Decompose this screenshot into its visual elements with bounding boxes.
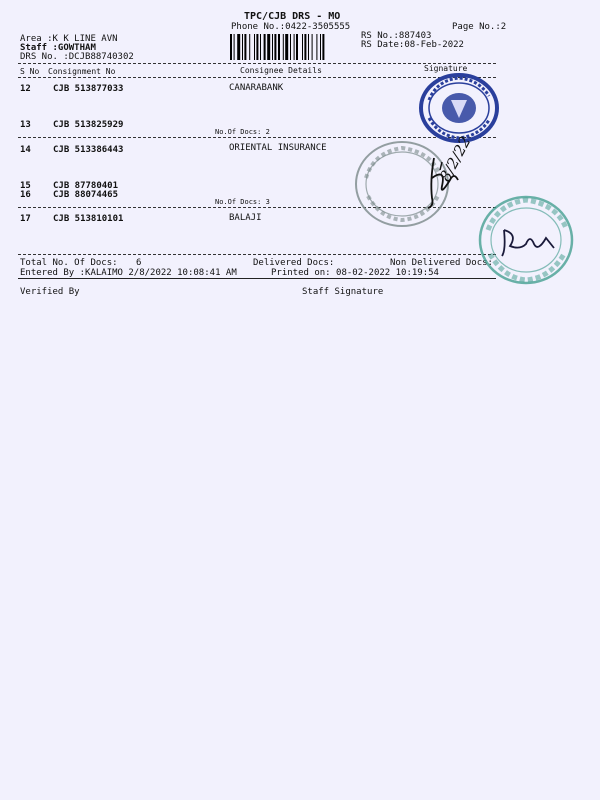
printed-on: Printed on: 08-02-2022 10:19:54 (271, 268, 439, 278)
row-sno: 17 (20, 214, 31, 224)
verified-by: Verified By (20, 287, 80, 297)
staff-signature: Staff Signature (302, 287, 384, 297)
row-consignment: CJB 513877033 (53, 84, 124, 94)
row-consignee: CANARABANK (229, 83, 284, 93)
row-sno: 14 (20, 145, 31, 155)
row-consignment: CJB 513386443 (53, 145, 124, 155)
row-sno: 12 (20, 84, 31, 94)
total-docs-value: 6 (136, 258, 142, 268)
row-consignee: BALAJI (229, 213, 262, 223)
column-consignee: Consignee Details (240, 66, 322, 75)
received-stamp (476, 194, 576, 286)
page-number: Page No.:2 (452, 22, 507, 32)
row-consignment: CJB 87780401 (53, 181, 119, 191)
row-consignment: CJB 513810101 (53, 214, 124, 224)
non-delivered-docs: Non Delivered Docs: (390, 258, 493, 268)
row-docs-count: No.Of Docs: 3 (215, 198, 270, 206)
barcode (230, 34, 354, 60)
total-docs-label: Total No. Of Docs: (20, 258, 118, 268)
footer-bottom-rule (18, 278, 496, 279)
row-consignee: ORIENTAL INSURANCE (229, 143, 327, 153)
rs-number: RS No.:887403 (361, 31, 432, 41)
drs-number: DRS No. :DCJB88740302 (20, 52, 134, 62)
footer-top-rule (18, 254, 496, 255)
entered-by: Entered By :KALAIMO 2/8/2022 10:08:41 AM (20, 268, 237, 278)
column-signature: Signature (424, 64, 468, 73)
staff-label: Staff :GOWTHAM (20, 43, 96, 53)
rs-date: RS Date:08-Feb-2022 (361, 40, 464, 50)
row-sno: 16 (20, 190, 31, 200)
handwritten-date: 8/2/22 (436, 133, 475, 185)
delivered-docs: Delivered Docs: (253, 258, 335, 268)
column-consignment: Consignment No (48, 67, 116, 76)
phone-number: Phone No.:0422-3505555 (231, 22, 351, 32)
row-consignment: CJB 88074465 (53, 190, 119, 200)
row-consignment: CJB 513825929 (53, 120, 124, 130)
row-sno: 13 (20, 120, 31, 130)
row-sno: 15 (20, 181, 31, 191)
column-sno: S No (20, 67, 40, 76)
document-title: TPC/CJB DRS - MO (244, 11, 341, 22)
row-docs-count: No.Of Docs: 2 (215, 128, 270, 136)
area-label: Area :K K LINE AVN (20, 34, 118, 44)
